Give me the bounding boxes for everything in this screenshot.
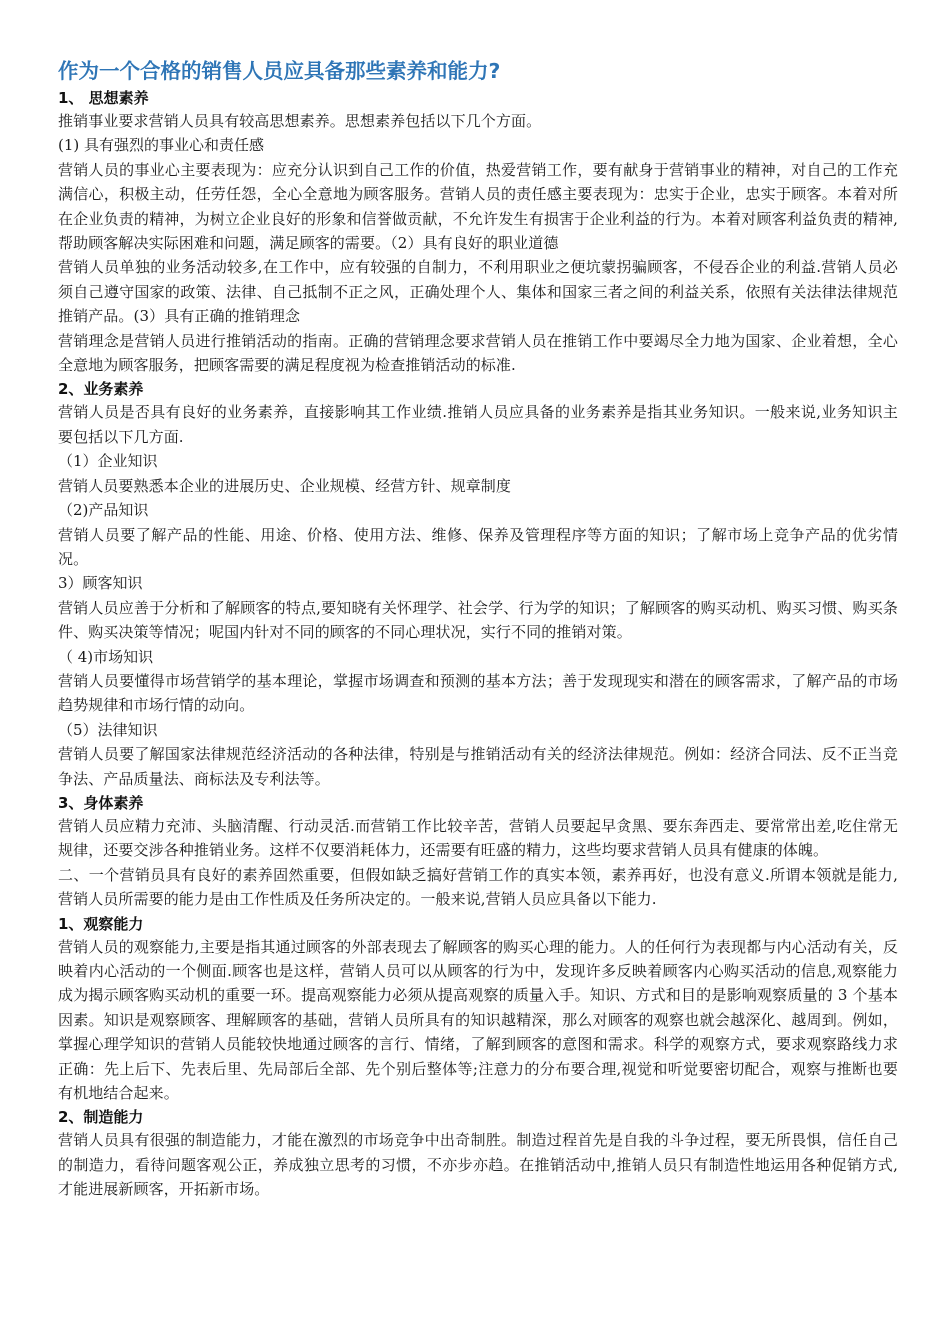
paragraph: 营销理念是营销人员进行推销活动的指南。正确的营销理念要求营销人员在推销工作中要竭尽全力地为国家、企业着想，全心全意地为顾客服务，把顾客需要的满足程度视为检查推销活动的标准.	[58, 331, 898, 375]
section-heading-2: 2、业务素养	[58, 380, 144, 399]
subheading: （ 4)市场知识	[58, 647, 154, 666]
subheading: （1）企业知识	[58, 452, 158, 471]
section-heading-5: 2、制造能力	[58, 1108, 144, 1127]
section-heading-1: 1、 思想素养	[58, 89, 149, 107]
paragraph: 营销人员是否具有良好的业务素养，直接影响其工作业绩.推销人员应具备的业务素养是指其业务知识。一般来说,业务知识主要包括以下几方面.	[58, 403, 898, 446]
paragraph: 营销人员要熟悉本企业的进展历史、企业规模、经营方针、规章制度	[58, 476, 512, 495]
paragraph: 二、一个营销员具有良好的素养固然重要，但假如缺乏搞好营销工作的真实本领，素养再好，也没有意义.所谓本领就是能力,营销人员所需要的能力是由工作性质及任务所决定的。一般来说,营销人员应具备以下能力.	[58, 865, 898, 909]
paragraph: 营销人员单独的业务活动较多,在工作中，应有较强的自制力，不利用职业之便坑蒙拐骗顾客，不侵吞企业的利益.营销人员必须自己遵守国家的政策、法律、自己抵制不正之风，正确处理个人、集体和国家三者之间的利益关系，依照有关法律法律规范推销产品。(3）具有正确的推销理念	[58, 258, 898, 326]
section-heading-4: 1、观察能力	[58, 914, 144, 933]
subheading: (1) 具有强烈的事业心和责任感	[58, 136, 265, 155]
paragraph: 营销人员要了解产品的性能、用途、价格、使用方法、维修、保养及管理程序等方面的知识；了解市场上竞争产品的优劣情况。	[58, 525, 898, 568]
section-heading-3: 3、身体素养	[58, 793, 144, 812]
paragraph: 营销人员的观察能力,主要是指其通过顾客的外部表现去了解顾客的购买心理的能力。人的任何行为表现都与内心活动有关，反映着内心活动的一个侧面.顾客也是这样，营销人员可以从顾客的行为中，发现许多反映着顾客内心购买活动的信息,观察能力成为揭示顾客购买动机的重要一环。提高观察能力必须从提高观察的质量入手。知识、方式和目的是影响观察质量的 3 个基本因素。知识是观察顾客、理解顾客的基础，营销人员所具有的知识越精深，那么对顾客的观察也就会越深化、越周到。例如，掌握心理学知识的营销人员能较快地通过顾客的言行、情绪，了解到顾客的意图和需求。科学的观察方式，要求观察路线力求正确：先上后下、先表后里、先局部后全部、先个别后整体等;注意力的分布要合理,视觉和听觉要密切配合，观察与推断也要有机地结合起来。	[58, 937, 898, 1103]
paragraph: 推销事业要求营销人员具有较高思想素养。思想素养包括以下几个方面。	[58, 112, 542, 130]
paragraph: 营销人员的事业心主要表现为：应充分认识到自己工作的价值，热爱营销工作，要有献身于营销事业的精神，对自己的工作充满信心，积极主动，任劳任怨，全心全意地为顾客服务。营销人员的责任感主要表现为：忠实于企业，忠实于顾客。本着对所在企业负责的精神，为树立企业良好的形象和信誉做贡献，不允许发生有损害于企业利益的行为。本着对顾客利益负责的精神,帮助顾客解决实际困难和问题，满足顾客的需要。（2）具有良好的职业道德	[58, 160, 898, 253]
paragraph: 营销人员应精力充沛、头脑清醒、行动灵活.而营销工作比较辛苦，营销人员要起早贪黑、要东奔西走、要常常出差,吃住常无规律，还要交涉各种推销业务。这样不仅要消耗体力，还需要有旺盛的精力，这些均要求营销人员具有健康的体魄。	[58, 816, 898, 860]
paragraph: 营销人员具有很强的制造能力，才能在激烈的市场竞争中出奇制胜。制造过程首先是自我的斗争过程，要无所畏惧，信任自己的制造力，看待问题客观公正，养成独立思考的习惯，不亦步亦趋。在推销活动中,推销人员只有制造性地运用各种促销方式,才能进展新顾客，开拓新市场。	[58, 1131, 898, 1199]
document-body	[58, 88, 898, 1202]
paragraph: 营销人员应善于分析和了解顾客的特点,要知晓有关怀理学、社会学、行为学的知识；了解顾客的购买动机、购买习惯、购买条件、购买决策等情况；呢国内针对不同的顾客的不同心理状况，实行不同的推销对策。	[58, 598, 898, 642]
subheading: （2)产品知识	[58, 501, 149, 520]
subheading: （5）法律知识	[58, 720, 158, 739]
document-title: 作为一个合格的销售人员应具备那些素养和能力?	[58, 59, 501, 83]
subheading: 3）顾客知识	[58, 574, 143, 593]
paragraph: 营销人员要了解国家法律规范经济活动的各种法律，特别是与推销活动有关的经济法律规范。例如：经济合同法、反不正当竞争法、产品质量法、商标法及专利法等。	[58, 745, 898, 788]
paragraph: 营销人员要懂得市场营销学的基本理论，掌握市场调查和预测的基本方法；善于发现现实和潜在的顾客需求，了解产品的市场趋势规律和市场行情的动向。	[58, 671, 898, 715]
document-page	[58, 56, 898, 1202]
